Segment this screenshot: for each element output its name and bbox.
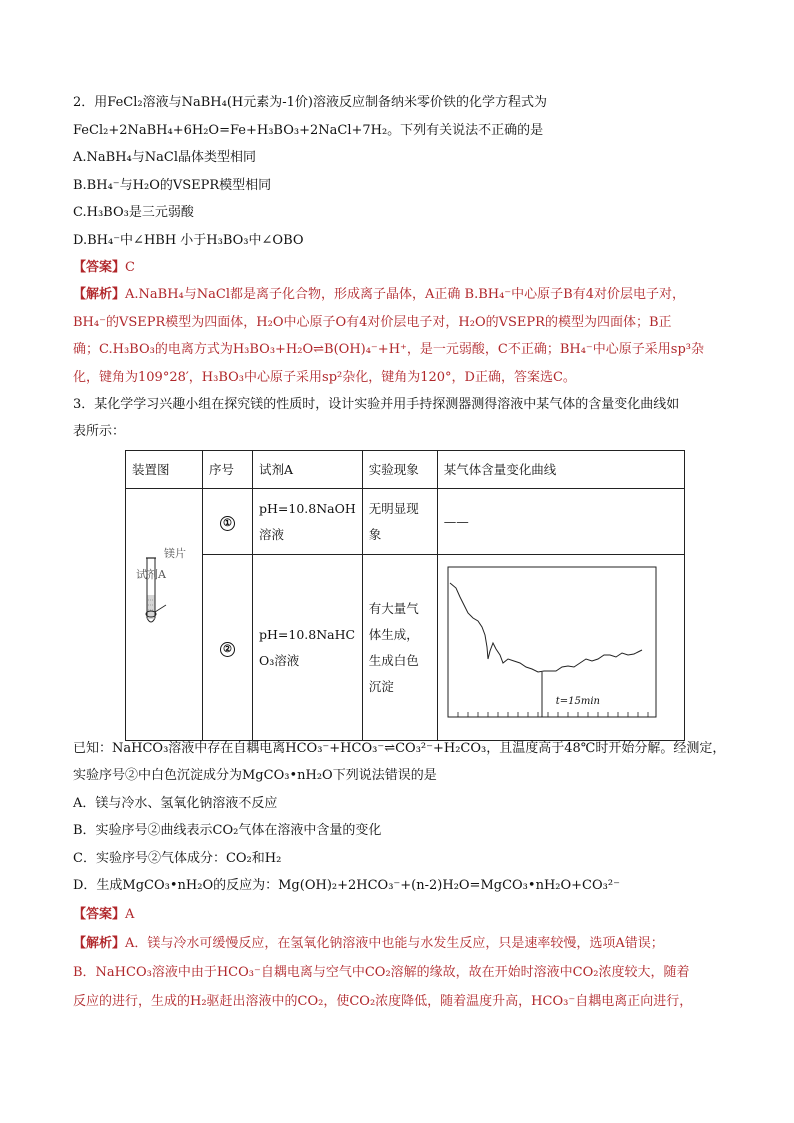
- table-row: [126, 489, 685, 555]
- q2-option-d: D.BH₄⁻中∠HBH 小于H₃BO₃中∠OBO: [73, 233, 304, 248]
- experiment-table: [125, 450, 685, 741]
- q3-analysis-line-1: [73, 935, 664, 953]
- q3-answer: [73, 906, 134, 924]
- q2-analysis-label: 【解析】: [73, 287, 126, 302]
- q3-analysis-line-3: 反应的进行，生成的H₂驱赶出溶液中的CO₂，使CO₂浓度降低，随着温度升高，HCO₃⁻自耦电离正向进行，: [73, 994, 693, 1009]
- row2-number: ②: [203, 555, 253, 741]
- row1-curve: ——: [437, 489, 684, 555]
- q2-stem-line-2: FeCl₂+2NaBH₄+6H₂O=Fe+H₃BO₃+2NaCl+7H₂。下列有关说法不正确的是: [73, 123, 544, 138]
- q3-answer-value: A: [125, 907, 135, 922]
- header-phenomenon: 实验现象: [362, 451, 437, 489]
- q2-answer-value: C: [125, 260, 135, 275]
- row1-phenomenon: 无明显现 象: [362, 489, 437, 555]
- q3-analysis-label: 【解析】: [73, 936, 126, 951]
- q3-option-a: A．镁与冷水、氢氧化钠溶液不反应: [73, 796, 278, 811]
- x-axis-ticks: [458, 712, 648, 717]
- row1-reagent: pH=10.8NaOH 溶液: [253, 489, 363, 555]
- row2-phenomenon: 有大量气 体生成， 生成白色 沉淀: [362, 555, 437, 741]
- row2-curve-cell: [437, 555, 684, 741]
- q2-option-b: B.BH₄⁻与H₂O的VSEPR模型相同: [73, 178, 272, 193]
- row2-reagent: pH=10.8NaHC O₃溶液: [253, 555, 363, 741]
- q2-analysis-line-2: BH₄⁻的VSEPR模型为四面体，H₂O中心原子O有4对价层电子对，H₂O的VSEPR的模型为四面体；B正: [73, 315, 672, 330]
- q3-option-b: B．实验序号②曲线表示CO₂气体在溶液中含量的变化: [73, 823, 382, 838]
- q3-option-d: D．生成MgCO₃•nH₂O的反应为：Mg(OH)₂+2HCO₃⁻+(n-2)H₂O=MgCO₃•nH₂O+CO₃²⁻: [73, 878, 620, 893]
- curve-time-label: t=15min: [555, 696, 600, 707]
- apparatus-label-magnesium: 镁片: [164, 547, 186, 560]
- header-reagent: 试剂A: [253, 451, 363, 489]
- header-curve: 某气体含量变化曲线: [437, 451, 684, 489]
- q2-analysis-line-1: [73, 286, 685, 304]
- header-apparatus: 装置图: [126, 451, 203, 489]
- q3-known-line-1: 已知：NaHCO₃溶液中存在自耦电离HCO₃⁻+HCO₃⁻⇌CO₃²⁻+H₂CO₃，且温度高于48℃时开始分解。经测定，: [73, 741, 726, 756]
- apparatus-cell: [126, 489, 203, 741]
- q2-option-a: A.NaBH₄与NaCl晶体类型相同: [73, 150, 256, 165]
- curve-line: [450, 583, 642, 672]
- table-header-row: [126, 451, 685, 489]
- q3-stem-line-1: 3．某化学学习兴趣小组在探究镁的性质时，设计实验并用手持探测器测得溶液中某气体的含量变化曲线如: [73, 397, 680, 412]
- q3-known-line-2: 实验序号②中白色沉淀成分为MgCO₃•nH₂O下列说法错误的是: [73, 768, 437, 783]
- q2-analysis-line-4: 化，键角为109°28′，H₃BO₃中心原子采用sp²杂化，键角为120°，D正确，答案选C。: [73, 370, 576, 385]
- q2-answer: [73, 259, 135, 277]
- q2-stem-line-1: 2．用FeCl₂溶液与NaBH₄(H元素为-1价)溶液反应制备纳米零价铁的化学方程式为: [73, 95, 547, 110]
- q2-answer-label: 【答案】: [73, 260, 126, 275]
- q3-stem-line-2: 表所示：: [73, 424, 126, 439]
- table-row: [126, 555, 685, 741]
- q3-option-c: C．实验序号②气体成分：CO₂和H₂: [73, 851, 282, 866]
- header-number: 序号: [203, 451, 253, 489]
- q2-analysis-line-3: 确；C.H₃BO₃的电离方式为H₃BO₃+H₂O⇌B(OH)₄⁻+H⁺，是一元弱酸，C不正确；BH₄⁻中心原子采用sp³杂: [73, 342, 705, 357]
- q3-answer-label: 【答案】: [73, 907, 126, 922]
- row1-number: ①: [203, 489, 253, 555]
- q3-analysis-text-1: A．镁与冷水可缓慢反应，在氢氧化钠溶液中也能与水发生反应，只是速率较慢，选项A错误；: [125, 936, 664, 951]
- q3-analysis-line-2: B．NaHCO₃溶液中由于HCO₃⁻自耦电离与空气中CO₂溶解的缘故，故在开始时溶液中CO₂浓度较大，随着: [73, 965, 690, 980]
- q2-option-c: C.H₃BO₃是三元弱酸: [73, 205, 194, 220]
- q2-analysis-text-1: A.NaBH₄与NaCl都是离子化合物，形成离子晶体，A正确 B.BH₄⁻中心原子B有4对价层电子对，: [125, 287, 685, 302]
- apparatus-label-reagent: 试剂A: [136, 568, 166, 581]
